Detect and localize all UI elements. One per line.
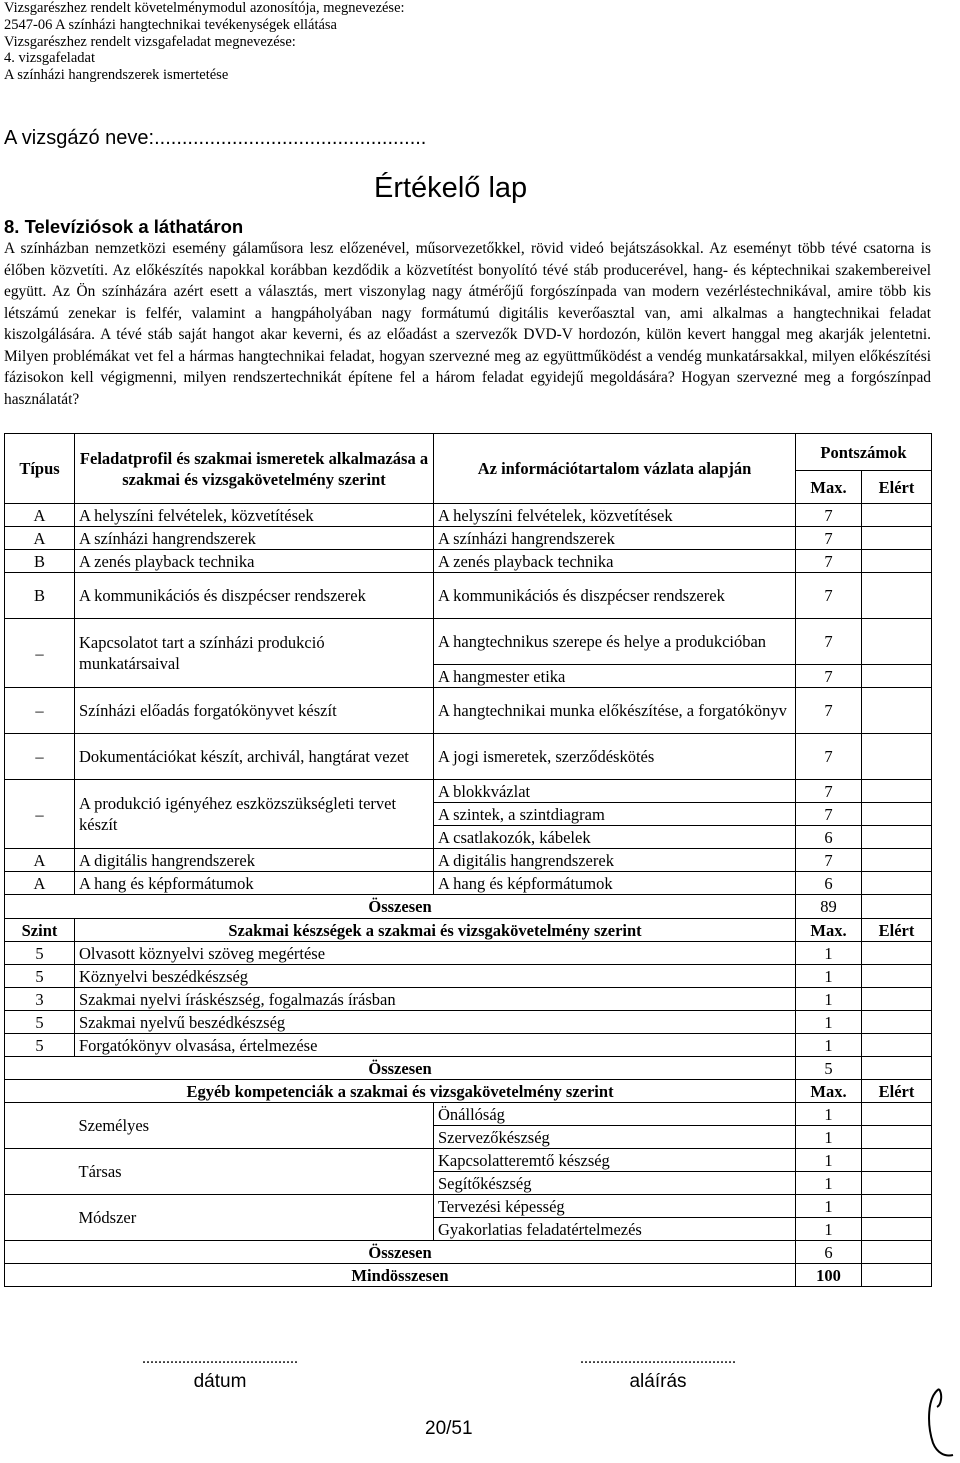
table-row [5,988,932,1011]
section-title: Szakmai készségek a szakmai és vizsgakövetelmény szerint [75,919,796,942]
table-row [5,688,932,734]
table-row [5,780,932,803]
outline-cell: A jogi ismeretek, szerződéskötés [434,734,796,780]
elert-cell[interactable] [862,688,932,734]
max-cell: 1 [796,1218,862,1241]
elert-cell[interactable] [862,849,932,872]
skill-cell: Olvasott köznyelvi szöveg megértése [75,942,796,965]
outline-cell: A hang és képformátumok [434,872,796,895]
level-cell: 5 [5,1011,75,1034]
type-cell: – [5,688,75,734]
elert-cell[interactable] [862,573,932,619]
header-line: Vizsgarészhez rendelt követelménymodul azonosítója, megnevezése: [4,0,405,16]
profile-cell: Dokumentációkat készít, archivál, hangtárat vezet [75,734,434,780]
type-cell: – [5,619,75,688]
max-header: Max. [796,919,862,942]
sum-max: 89 [796,895,862,919]
max-cell: 7 [796,550,862,573]
table-row [5,849,932,872]
table-row [5,573,932,619]
outline-cell: A kommunikációs és diszpécser rendszerek [434,573,796,619]
profile-cell: A zenés playback technika [75,550,434,573]
table-row [5,527,932,550]
type-cell: – [5,734,75,780]
outline-cell: A csatlakozók, kábelek [434,826,796,849]
elert-cell[interactable] [862,826,932,849]
max-cell: 1 [796,1172,862,1195]
section-title: Egyéb kompetenciák a szakmai és vizsgakövetelmény szerint [5,1080,796,1103]
max-cell: 1 [796,1126,862,1149]
profile-cell: Színházi előadás forgatókönyvet készít [75,688,434,734]
table-row [5,1011,932,1034]
skill-cell: Köznyelvi beszédkészség [75,965,796,988]
competence-item: Kapcsolatteremtő készség [434,1149,796,1172]
elert-header: Elért [862,919,932,942]
max-cell: 7 [796,688,862,734]
level-cell: 5 [5,965,75,988]
elert-cell[interactable] [862,665,932,688]
profile-cell: A kommunikációs és diszpécser rendszerek [75,573,434,619]
page-title: Értékelő lap [374,172,528,204]
elert-cell[interactable] [862,1218,932,1241]
header-line: 4. vizsgafeladat [4,50,95,67]
header-line: Vizsgarészhez rendelt vizsgafeladat megnevezése: [4,33,296,50]
competence-group: Módszer [75,1195,434,1241]
sum-elert[interactable] [862,895,932,919]
competence-item: Segítőkészség [434,1172,796,1195]
max-cell: 7 [796,734,862,780]
max-cell: 1 [796,1195,862,1218]
type-cell: A [5,504,75,527]
max-cell: 6 [796,826,862,849]
task-description [4,238,931,410]
max-cell: 7 [796,849,862,872]
elert-cell[interactable] [862,1172,932,1195]
competence-item: Gyakorlatias feladatértelmezés [434,1218,796,1241]
type-cell: A [5,872,75,895]
table-row [5,1149,932,1172]
table-header-row [5,434,932,471]
section-header-row [5,1080,932,1103]
max-cell: 7 [796,803,862,826]
grand-total-row [5,1264,932,1287]
col-header-outline: Az információtartalom vázlata alapján [434,434,796,504]
type-cell: A [5,527,75,550]
max-cell: 1 [796,942,862,965]
page-curl-mark [925,1385,955,1460]
type-cell: B [5,550,75,573]
table-row [5,619,932,665]
level-cell: 5 [5,942,75,965]
elert-cell[interactable] [862,1034,932,1057]
level-cell: 3 [5,988,75,1011]
col-header-type: Típus [5,434,75,504]
elert-cell[interactable] [862,1126,932,1149]
profile-cell: A színházi hangrendszerek [75,527,434,550]
date-line[interactable]: ....................................... [142,1350,298,1367]
competence-spacer [5,1149,75,1195]
outline-cell: A hangtechnikus szerepe és helye a produkcióban [434,619,796,665]
signature-line[interactable]: ....................................... [580,1350,736,1367]
examinee-name-field: A vizsgázó neve:................................................. [4,127,427,149]
skill-cell: Forgatókönyv olvasása, értelmezése [75,1034,796,1057]
max-cell: 1 [796,1034,862,1057]
competence-group: Személyes [75,1103,434,1149]
sum-max: 5 [796,1057,862,1080]
level-cell: 5 [5,1034,75,1057]
max-cell: 7 [796,780,862,803]
date-signature-block [80,1350,360,1393]
outline-cell: A hangtechnikai munka előkészítése, a forgatókönyv [434,688,796,734]
competence-spacer [5,1103,75,1149]
elert-cell[interactable] [862,780,932,803]
header-line: A színházi hangrendszerek ismertetése [4,67,229,84]
elert-cell[interactable] [862,1011,932,1034]
elert-cell[interactable] [862,872,932,895]
competence-item: Önállóság [434,1103,796,1126]
sum-label: Összesen [5,1241,796,1264]
table-row [5,1103,932,1126]
elert-cell[interactable] [862,803,932,826]
signature-block [518,1350,798,1393]
profile-cell: A digitális hangrendszerek [75,849,434,872]
signature-label: aláírás [629,1371,687,1392]
elert-cell[interactable] [862,1103,932,1126]
outline-cell: A helyszíni felvételek, közvetítések [434,504,796,527]
max-cell: 7 [796,573,862,619]
table-row [5,734,932,780]
sum-row [5,895,932,919]
sum-row [5,1057,932,1080]
type-cell: – [5,780,75,849]
profile-cell: A hang és képformátumok [75,872,434,895]
type-cell: B [5,573,75,619]
evaluation-table [4,433,932,1287]
profile-cell: A helyszíni felvételek, közvetítések [75,504,434,527]
max-cell: 1 [796,1149,862,1172]
skill-cell: Szakmai nyelvi íráskészség, fogalmazás írásban [75,988,796,1011]
table-row [5,1195,932,1218]
elert-cell[interactable] [862,1149,932,1172]
sum-max: 6 [796,1241,862,1264]
max-cell: 7 [796,504,862,527]
table-row [5,942,932,965]
max-cell: 6 [796,872,862,895]
competence-spacer [5,1195,75,1241]
elert-cell[interactable] [862,1195,932,1218]
page-number: 20/51 [425,1418,473,1439]
competence-group: Társas [75,1149,434,1195]
skill-cell: Szakmai nyelvű beszédkészség [75,1011,796,1034]
section-header-row [5,919,932,942]
max-cell: 1 [796,965,862,988]
header-line: 2547-06 A színházi hangtechnikai tevékenységek ellátása [4,16,337,33]
max-cell: 7 [796,665,862,688]
col-header-profile: Feladatprofil és szakmai ismeretek alkalmazása a szakmai és vizsgakövetelmény szerint [75,434,434,504]
col-header-points: Pontszámok [796,434,932,471]
col-header-max: Max. [796,471,862,504]
outline-cell: A szintek, a szintdiagram [434,803,796,826]
max-cell: 1 [796,1011,862,1034]
outline-cell: A digitális hangrendszerek [434,849,796,872]
elert-cell[interactable] [862,550,932,573]
outline-cell: A színházi hangrendszerek [434,527,796,550]
sum-elert[interactable] [862,1241,932,1264]
sum-label: Összesen [5,1057,796,1080]
table-row [5,872,932,895]
elert-cell[interactable] [862,988,932,1011]
task-description-text: A színházban nemzetközi esemény gálaműsora lesz előzenével, műsorvezetőkkel, rövid videó bejátszásokkal. Az eseményt több tévé csatorna is élőben közvetíti. Az előkészítés napokkal korábban kezdődik a közvetítést bonyolító tévé stáb producerével, hang- és képtechnikai szakembereivel együtt. Az Ön színházára azért esett a választás, mert viszonylag nagy átmérőjű forgószínpada van modern vezérléstechnikával, amire több kis létszámú zenekar is felfér, valamint a hangpáholyában nagy formátumú digitális keverőasztal van, ami alkalmas a hangtechnikai feladat kiszolgálására. A tévé stáb saját hangot akar keverni, és az előadást a szervezők DVD-V hordozón, külön kevert hanggal meg akarják jelentetni. Milyen problémákat vet fel a hármas hangtechnikai feladat, hogyan szervezné meg az együttműködést a vendég munkatársakkal, milyen előkészítési fázisokon kell végigmenni, milyen rendszertechnikát építene fel a három feladat egyidejű megoldására? Hogyan szervezné meg a forgószínpad használatát? [4,240,931,408]
elert-cell[interactable] [862,965,932,988]
grand-total-max: 100 [796,1264,862,1287]
max-cell: 7 [796,527,862,550]
outline-cell: A blokkvázlat [434,780,796,803]
competence-item: Tervezési képesség [434,1195,796,1218]
col-header-elert: Elért [862,471,932,504]
document-header [4,0,405,84]
elert-cell[interactable] [862,942,932,965]
profile-cell: A produkció igényéhez eszközszükségleti tervet készít [75,780,434,849]
elert-cell[interactable] [862,619,932,665]
outline-cell: A hangmester etika [434,665,796,688]
grand-total-label: Mindösszesen [5,1264,796,1287]
max-cell: 1 [796,988,862,1011]
sum-row [5,1241,932,1264]
max-header: Max. [796,1080,862,1103]
max-cell: 7 [796,619,862,665]
elert-cell[interactable] [862,504,932,527]
level-header: Szint [5,919,75,942]
outline-cell: A zenés playback technika [434,550,796,573]
elert-cell[interactable] [862,527,932,550]
task-title: 8. Televíziósok a láthatáron [4,216,244,237]
sum-label: Összesen [5,895,796,919]
competence-item: Szervezőkészség [434,1126,796,1149]
table-row [5,1034,932,1057]
table-row [5,550,932,573]
elert-header: Elért [862,1080,932,1103]
table-row [5,965,932,988]
profile-cell: Kapcsolatot tart a színházi produkció munkatársaival [75,619,434,688]
max-cell: 1 [796,1103,862,1126]
grand-total-elert[interactable] [862,1264,932,1287]
type-cell: A [5,849,75,872]
table-row [5,504,932,527]
elert-cell[interactable] [862,734,932,780]
date-label: dátum [193,1371,247,1392]
sum-elert[interactable] [862,1057,932,1080]
